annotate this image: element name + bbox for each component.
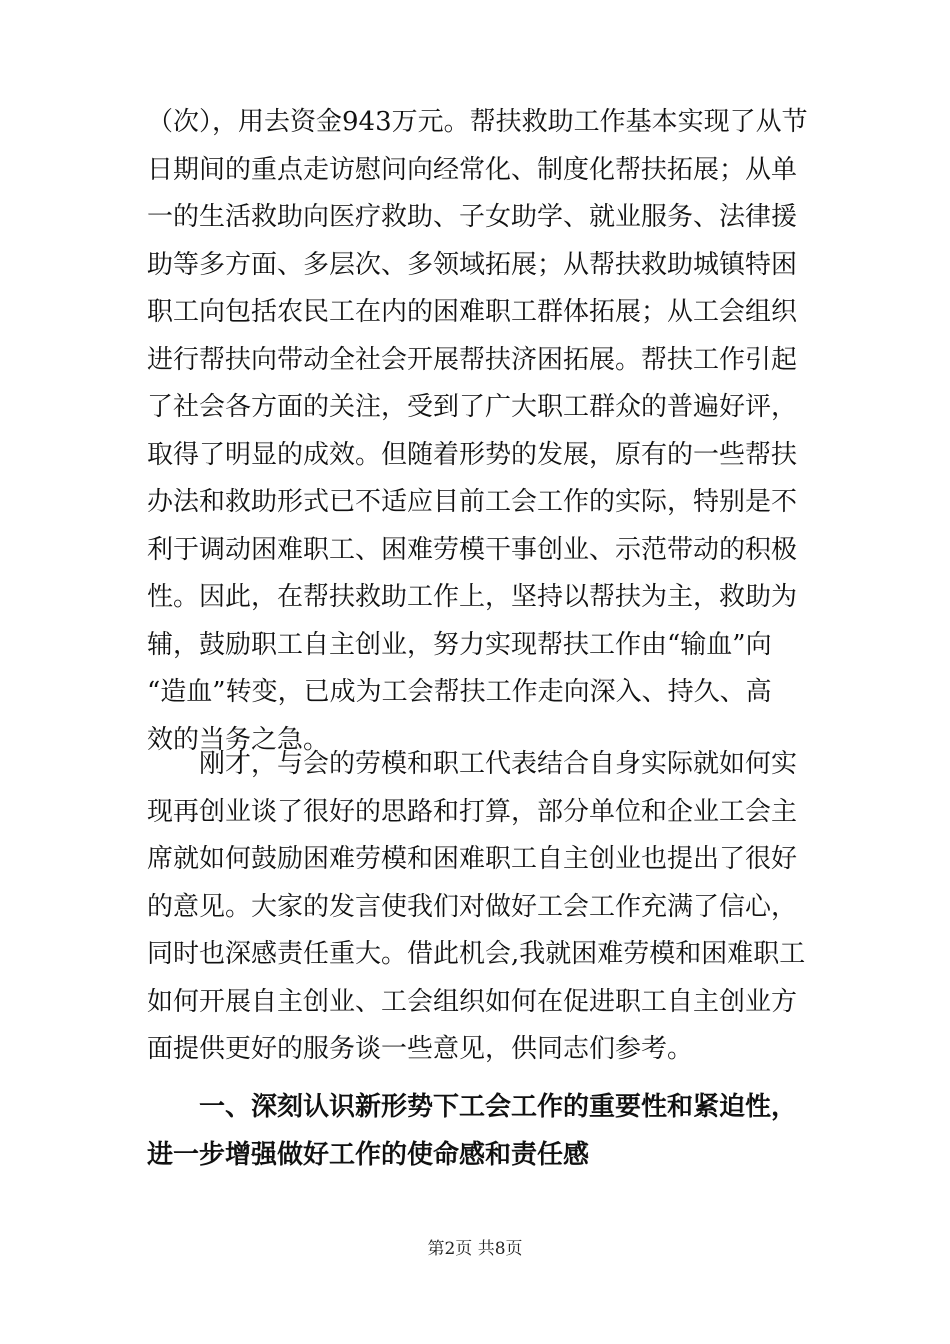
text-line: 职工向包括农民工在内的困难职工群体拓展；从工会组织	[147, 297, 798, 327]
text-line: “造血”转变，已成为工会帮扶工作走向深入、持久、高	[147, 677, 772, 707]
text-line: （次），用去资金943万元。帮扶救助工作基本实现了从节	[147, 107, 808, 137]
text-line: 的意见。大家的发言使我们对做好工会工作充满了信心，	[147, 892, 798, 922]
text-line: 如何开展自主创业、工会组织如何在促进职工自主创业方	[147, 987, 798, 1017]
text-line: 刚才，与会的劳模和职工代表结合自身实际就如何实	[199, 749, 798, 779]
text-line: 日期间的重点走访慰问向经常化、制度化帮扶拓展；从单	[147, 155, 798, 185]
text-line: 助等多方面、多层次、多领域拓展；从帮扶救助城镇特困	[147, 250, 798, 280]
page-number-footer: 第2页 共8页	[427, 1239, 523, 1259]
section-heading-line-1: 一、深刻认识新形势下工会工作的重要性和紧迫性，	[199, 1092, 798, 1122]
text-line: 进行帮扶向带动全社会开展帮扶济困拓展。帮扶工作引起	[147, 345, 798, 375]
text-line: 办法和救助形式已不适应目前工会工作的实际，特别是不	[147, 487, 798, 517]
text-line: 一的生活救助向医疗救助、子女助学、就业服务、法律援	[147, 202, 798, 232]
text-line: 席就如何鼓励困难劳模和困难职工自主创业也提出了很好	[147, 844, 798, 874]
text-line: 面提供更好的服务谈一些意见，供同志们参考。	[147, 1034, 694, 1064]
text-line: 取得了明显的成效。但随着形势的发展，原有的一些帮扶	[147, 440, 798, 470]
text-line: 性。因此，在帮扶救助工作上，坚持以帮扶为主，救助为	[147, 582, 798, 612]
section-heading-line-2: 进一步增强做好工作的使命感和责任感	[147, 1140, 590, 1170]
text-line: 了社会各方面的关注，受到了广大职工群众的普遍好评，	[147, 392, 798, 422]
text-line: 效的当务之急。	[147, 725, 330, 755]
text-line: 现再创业谈了很好的思路和打算，部分单位和企业工会主	[147, 797, 798, 827]
text-line: 同时也深感责任重大。借此机会,我就困难劳模和困难职工	[147, 939, 806, 969]
text-line: 辅，鼓励职工自主创业，努力实现帮扶工作由“输血”向	[147, 630, 772, 660]
text-line: 利于调动困难职工、困难劳模干事创业、示范带动的积极	[147, 535, 798, 565]
